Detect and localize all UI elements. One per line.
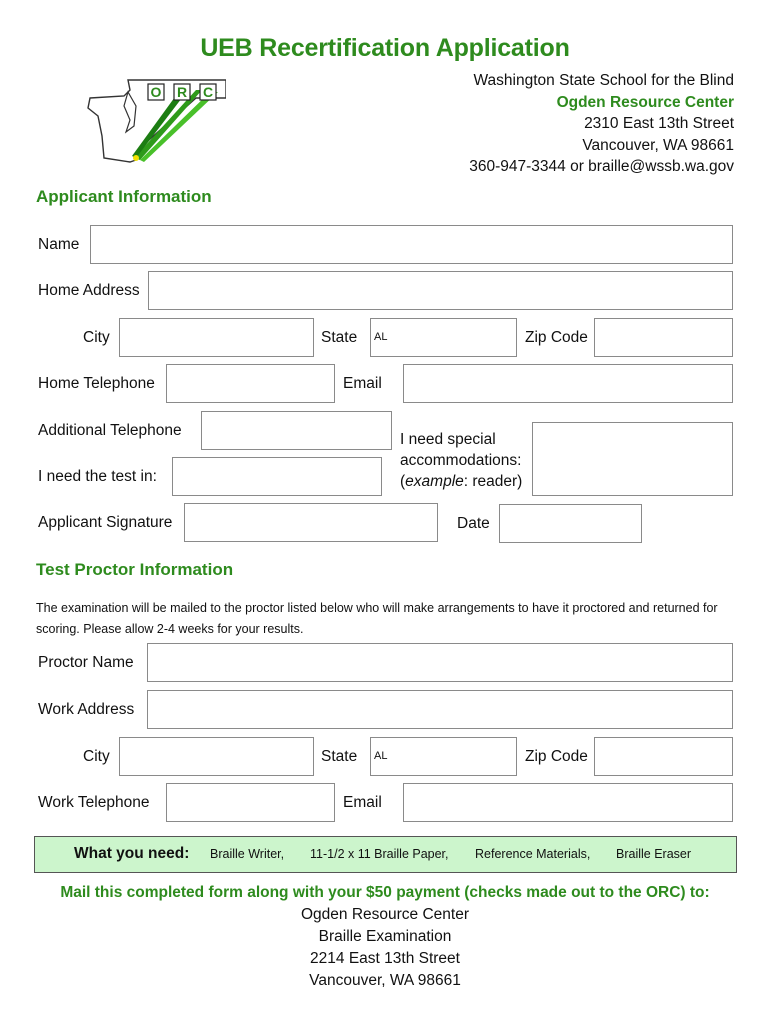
mail-line-street: 2214 East 13th Street (310, 950, 460, 967)
requirement-item: Reference Materials, (475, 847, 591, 861)
proctor-city-label: City (83, 748, 110, 765)
proctor-name-label: Proctor Name (38, 654, 134, 671)
city-field[interactable] (119, 318, 314, 357)
zip-field[interactable] (594, 318, 733, 357)
proctor-state-select[interactable]: AL (370, 737, 517, 776)
proctor-section-heading: Test Proctor Information (36, 560, 234, 579)
org-center: Ogden Resource Center (556, 93, 734, 111)
requirement-item: 11-1/2 x 11 Braille Paper, (310, 847, 449, 861)
state-label: State (321, 329, 358, 346)
accommodations-open: ( (400, 473, 406, 490)
work-telephone-label: Work Telephone (38, 794, 150, 811)
home-telephone-label: Home Telephone (38, 375, 155, 392)
applicant-section-heading: Applicant Information (36, 187, 212, 206)
additional-telephone-label: Additional Telephone (38, 422, 182, 439)
proctor-email-field[interactable] (403, 783, 733, 822)
accommodations-example-line (400, 471, 522, 492)
city-label: City (83, 329, 110, 346)
email-label: Email (343, 375, 382, 392)
date-field[interactable] (499, 504, 642, 543)
organization-address (469, 70, 734, 178)
work-address-label: Work Address (38, 701, 135, 718)
proctor-email-label: Email (343, 794, 382, 811)
test-format-label: I need the test in: (38, 468, 157, 485)
name-label: Name (38, 236, 80, 253)
logo-letter-o: O (150, 84, 162, 100)
mail-line-center: Ogden Resource Center (300, 906, 469, 923)
accommodations-rest: : reader) (463, 473, 523, 490)
date-label: Date (457, 515, 490, 532)
org-street: 2310 East 13th Street (584, 115, 734, 133)
proctor-description: The examination will be mailed to the proctor listed below who will make arrangements to have it proctored and returned for scoring. Please allow 2-4 weeks for your results. (36, 601, 718, 636)
org-city: Vancouver, WA 98661 (582, 136, 734, 154)
work-address-field[interactable] (147, 690, 733, 729)
accommodations-label (400, 429, 522, 492)
mail-line-city: Vancouver, WA 98661 (309, 972, 461, 989)
orc-logo-icon (84, 76, 226, 166)
home-address-label: Home Address (38, 282, 140, 299)
applicant-signature-field[interactable] (184, 503, 438, 542)
applicant-signature-label: Applicant Signature (38, 514, 173, 531)
org-contact: 360-947-3344 or braille@wssb.wa.gov (469, 158, 734, 176)
org-school: Washington State School for the Blind (473, 72, 734, 89)
accommodations-line1: I need special (400, 431, 496, 448)
mail-instructions: Mail this completed form along with your $50 payment (checks made out to the ORC) to: (60, 884, 710, 901)
test-format-field[interactable] (172, 457, 382, 496)
proctor-name-field[interactable] (147, 643, 733, 682)
additional-telephone-field[interactable] (201, 411, 392, 450)
accommodations-field[interactable] (532, 422, 733, 496)
mail-line-dept: Braille Examination (318, 928, 452, 945)
name-field[interactable] (90, 225, 733, 264)
logo-letter-c: C (202, 84, 214, 100)
accommodations-line2: accommodations: (400, 452, 522, 469)
requirement-item: Braille Eraser (616, 847, 692, 861)
work-telephone-field[interactable] (166, 783, 335, 822)
home-address-field[interactable] (148, 271, 733, 310)
accommodations-example: example (405, 473, 464, 490)
proctor-zip-label: Zip Code (525, 748, 588, 765)
proctor-state-label: State (321, 748, 358, 765)
form-title: UEB Recertification Application (200, 34, 570, 62)
zip-label: Zip Code (525, 329, 588, 346)
requirements-title: What you need: (74, 845, 190, 862)
proctor-zip-field[interactable] (594, 737, 733, 776)
requirement-item: Braille Writer, (210, 847, 285, 861)
state-select[interactable]: AL (370, 318, 517, 357)
logo-letter-r: R (176, 84, 188, 100)
home-telephone-field[interactable] (166, 364, 335, 403)
email-field[interactable] (403, 364, 733, 403)
proctor-city-field[interactable] (119, 737, 314, 776)
